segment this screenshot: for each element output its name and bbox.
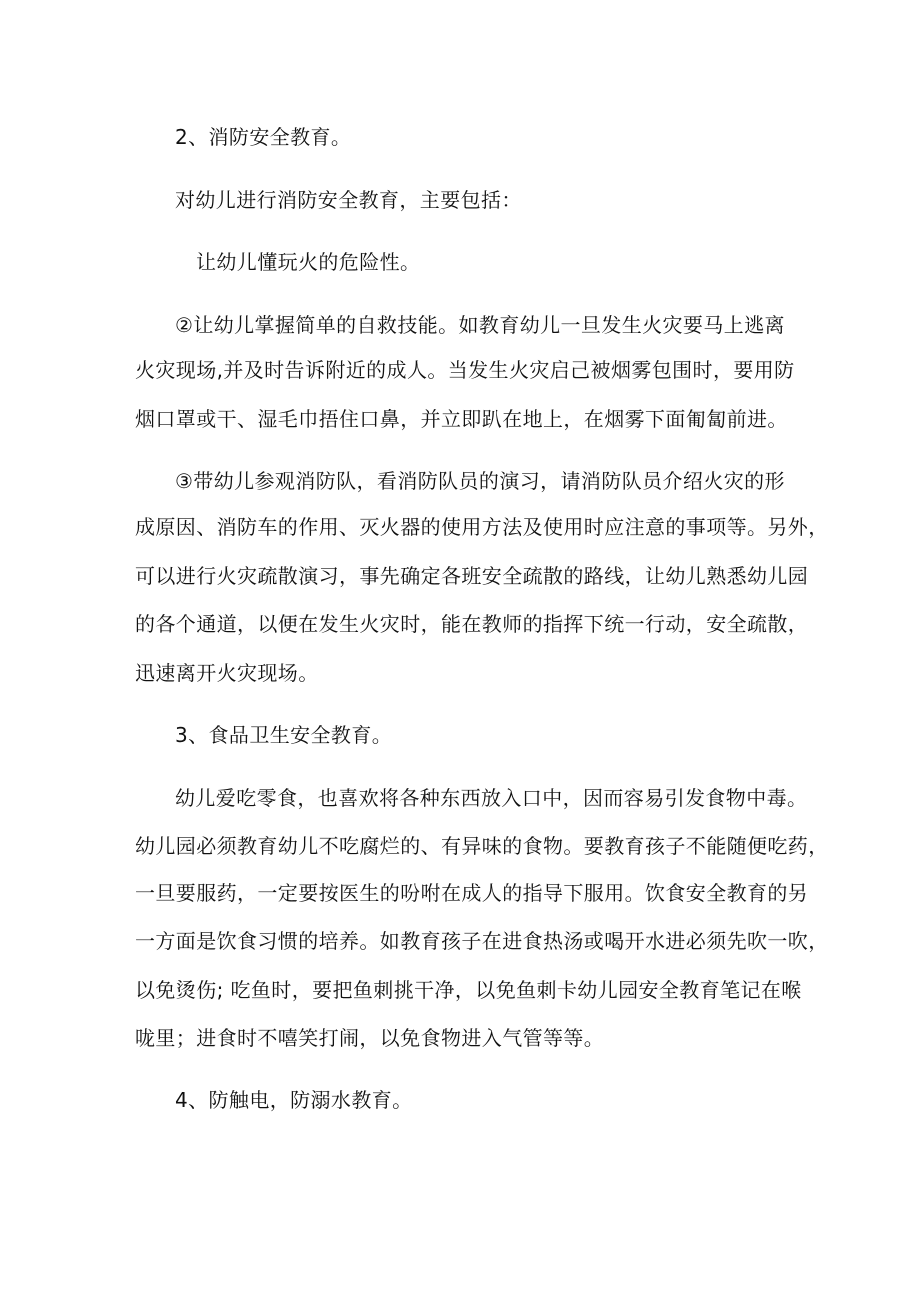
food-safety-line-5: 以免烫伤; 吃鱼时，要把鱼刺挑干净，以免鱼刺卡幼儿园安全教育笔记在喉	[135, 978, 802, 1002]
heading-fire-safety: 2、消防安全教育。	[175, 125, 352, 149]
heading-electric-water-safety: 4、防触电，防溺水教育。	[175, 1088, 413, 1112]
fire-safety-point-3-line-1: ③带幼儿参观消防队，看消防队员的演习，请消防队员介绍火灾的形	[175, 469, 785, 493]
heading-food-safety: 3、食品卫生安全教育。	[175, 723, 393, 747]
fire-safety-point-3-line-2: 成原因、消防车的作用、灭火器的使用方法及使用时应注意的事项等。另外，	[135, 515, 829, 539]
fire-safety-point-2-line-3: 烟口罩或干、湿毛巾捂住口鼻，并立即趴在地上，在烟雾下面匍匐前进。	[135, 407, 788, 431]
fire-safety-point-2-line-1: ②让幼儿掌握简单的自救技能。如教育幼儿一旦发生火灾要马上逃离	[175, 313, 785, 337]
food-safety-line-1: 幼儿爱吃零食，也喜欢将各种东西放入口中，因而容易引发食物中毒。	[175, 786, 808, 810]
fire-safety-point-1: 让幼儿懂玩火的危险性。	[196, 250, 421, 274]
fire-safety-point-3-line-5: 迅速离开火灾现场。	[135, 661, 319, 685]
fire-safety-intro: 对幼儿进行消防安全教育，主要包括：	[175, 188, 522, 212]
food-safety-line-3: 一旦要服药，一定要按医生的吩咐在成人的指导下服用。饮食安全教育的另	[135, 881, 809, 905]
fire-safety-point-2-line-2: 火灾现场,并及时告诉附近的成人。当发生火灾启己被烟雾包围时，要用防	[135, 358, 795, 382]
fire-safety-point-3-line-4: 的各个通道，以便在发生火灾时，能在教师的指挥下统一行动，安全疏散，	[135, 612, 809, 636]
food-safety-line-6: 咙里；进食时不嘻笑打闹，以免食物进入气管等等。	[135, 1026, 605, 1050]
fire-safety-point-3-line-3: 可以进行火灾疏散演习，事先确定各班安全疏散的路线，让幼儿熟悉幼儿园	[135, 564, 809, 588]
food-safety-line-2: 幼儿园必须教育幼儿不吃腐烂的、有异味的食物。要教育孩子不能随便吃药，	[135, 834, 829, 858]
food-safety-line-4: 一方面是饮食习惯的培养。如教育孩子在进食热汤或喝开水进必须先吹一吹，	[135, 929, 829, 953]
